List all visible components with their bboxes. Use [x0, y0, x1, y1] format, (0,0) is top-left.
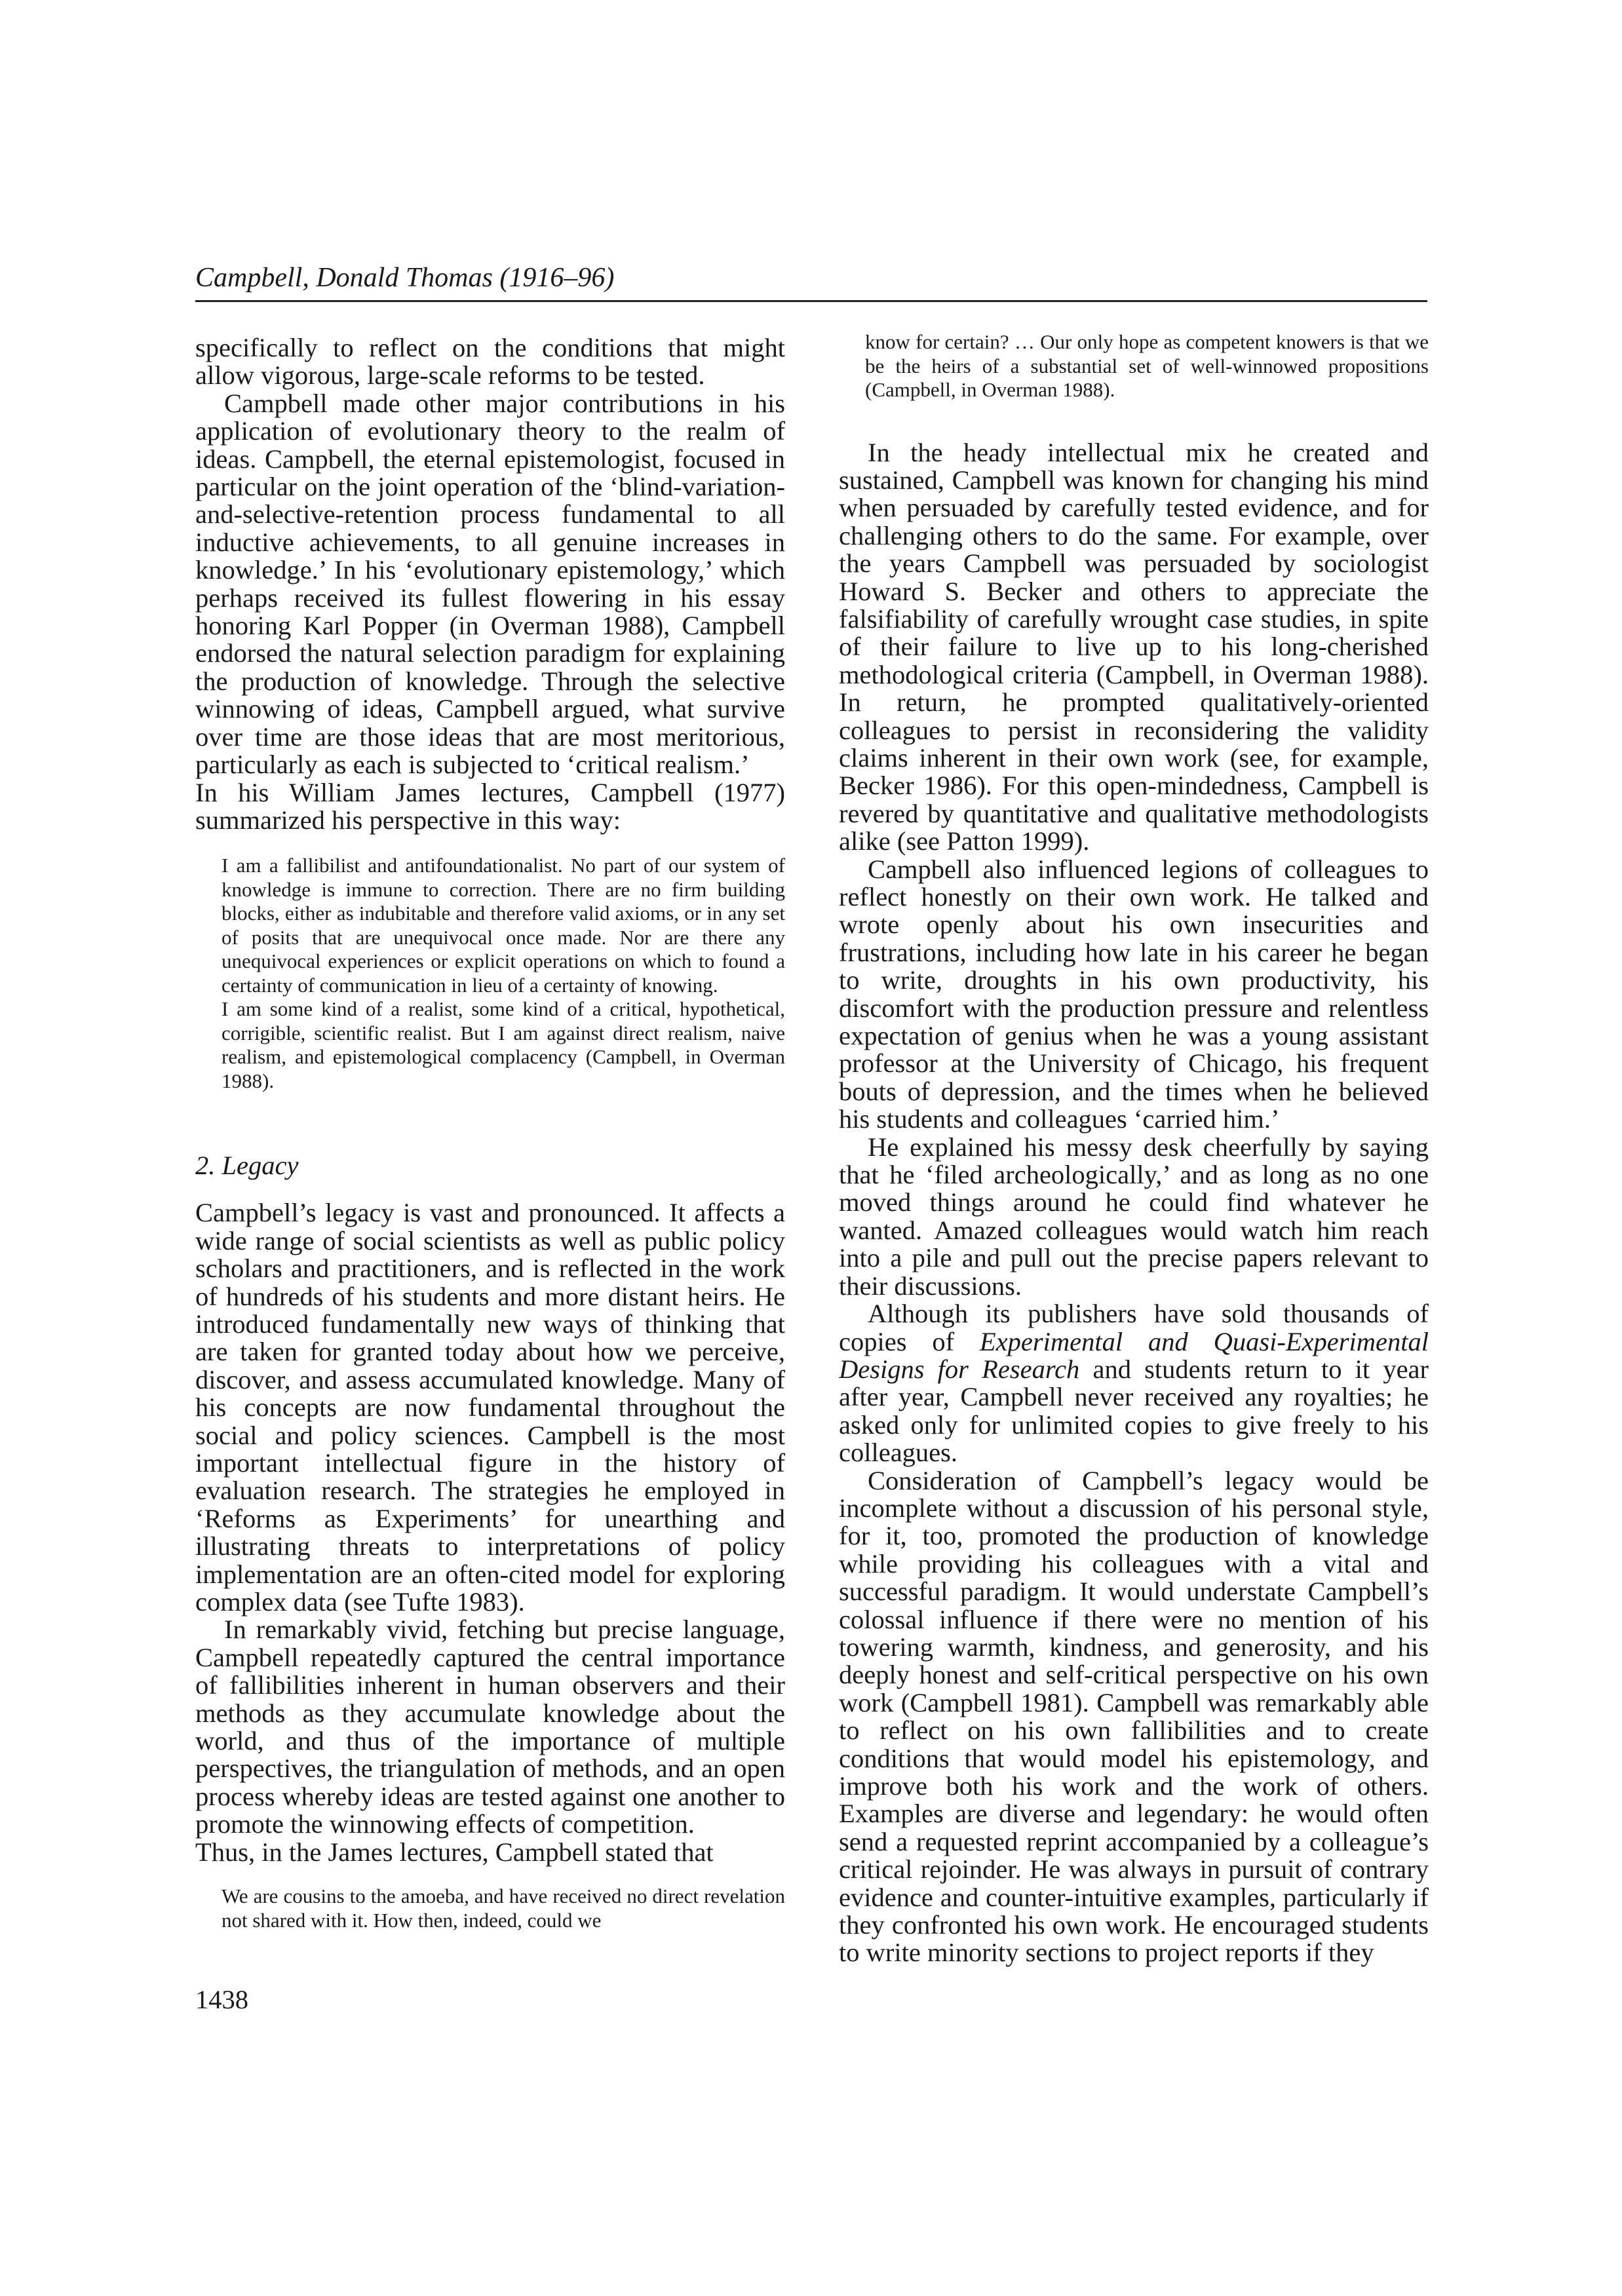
- paragraph: Campbell made other major contributions in his application of evolutionary theory to the realm of ideas. Campbell, the eternal epistemologist, focused in particular on the joint operation of the ‘blind-variation-and-selective-retention process fundamental to all inductive achievements, to all genuine increases in knowledge.’ In his ‘evolutionary epistemology,’ which perhaps received its fullest flowering in his essay honoring Karl Popper (in Overman 1988), Campbell endorsed the natural selection paradigm for explaining the production of knowledge. Through the selective winnowing of ideas, Campbell argued, what survive over time are those ideas that are most meritorious, particularly as each is subjected to ‘critical realism.’: [195, 388, 785, 780]
- header-rule: [195, 300, 1427, 302]
- page-number: 1438: [195, 1985, 248, 2014]
- paragraph: Campbell’s legacy is vast and pronounced. It affects a wide range of social scientists as well as public policy scholars and practitioners, and is reflected in the work of hundreds of his students and more distant heirs. He introduced fundamentally new ways of thinking that are taken for granted today about how we perceive, discover, and assess accumulated knowledge. Many of his concepts are now fundamental throughout the social and policy sciences. Campbell is the most important intellectual figure in the history of evaluation research. The strategies he employed in ‘Reforms as Experiments’ for unearthing and illustrating threats to interpretations of policy implementation are an often-cited model for exploring complex data (see Tufte 1983).: [195, 1198, 785, 1617]
- paragraph: Thus, in the James lectures, Campbell stated that: [195, 1837, 714, 1867]
- section-heading: 2. Legacy: [195, 1151, 299, 1181]
- paragraph: Campbell also influenced legions of colleagues to reflect honestly on their own work. He talked and wrote openly about his own insecurities and frustrations, including how late in his career he began to write, droughts in his own productivity, his discomfort with the production pressure and relentless expectation of genius when he was a young assistant professor at the University of Chicago, his frequent bouts of depression, and the times when he believed his students and colleagues ‘carried him.’: [839, 854, 1429, 1134]
- block-quote: I am some kind of a realist, some kind of a critical, hypothetical, corrigible, scientific realist. But I am against direct realism, naive realism, and epistemological complacency (Campbell, in Overman 1988).: [222, 997, 785, 1092]
- text-run: Although its publishers have sold thousands of copies of: [839, 1299, 1429, 1356]
- left-column: [195, 334, 785, 1932]
- paragraph: In remarkably vivid, fetching but precise language, Campbell repeatedly captured the central importance of fallibilities inherent in human observers and their methods as they accumulate knowledge about the world, and thus of the importance of multiple perspectives, the triangulation of methods, and an open process whereby ideas are tested against one another to promote the winnowing effects of competition.: [195, 1615, 785, 1839]
- book-title: Experimental and Quasi-Experimental Designs for Research: [839, 1326, 1429, 1384]
- paragraph: In the heady intellectual mix he created and sustained, Campbell was known for changing his mind when persuaded by carefully tested evidence, and for challenging others to do the same. For example, over the years Campbell was persuaded by sociologist Howard S. Becker and others to appreciate the falsifiability of carefully wrought case studies, in spite of their failure to live up to his long-cherished methodological criteria (Campbell, in Overman 1988). In return, he prompted qualitatively-oriented colleagues to persist in reconsidering the validity claims inherent in their own work (see, for example, Becker 1986). For this open-mindedness, Campbell is revered by quantitative and qualitative methodologists alike (see Patton 1999).: [839, 437, 1429, 856]
- paragraph: In his William James lectures, Campbell (1977) summarized his perspective in this way:: [195, 777, 785, 835]
- running-header: Campbell, Donald Thomas (1916–96): [195, 263, 615, 293]
- paragraph: Consideration of Campbell’s legacy would be incomplete without a discussion of his personal style, for it, too, promoted the production of knowledge while providing his colleagues with a vital and successful paradigm. It would understate Campbell’s colossal influence if there were no mention of his towering warmth, kindness, and generosity, and his deeply honest and self-critical perspective on his own work (Campbell 1981). Campbell was remarkably able to reflect on his own fallibilities and to create conditions that would model his epistemology, and improve both his work and the work of others. Examples are diverse and legendary: he would often send a requested reprint accompanied by a colleague’s critical rejoinder. He was always in pursuit of contrary evidence and counter-intuitive examples, particularly if they confronted his own work. He encouraged students to write minority sections to project reports if they: [839, 1465, 1429, 1968]
- block-quote: We are cousins to the amoeba, and have received no direct revelation not shared with it. How then, indeed, could we: [222, 1885, 785, 1932]
- paragraph: [839, 1300, 1429, 1466]
- text-run: and students return to it year after year, Campbell never received any royalties; he asked only for unlimited copies to give freely to his colleagues.: [839, 1354, 1429, 1468]
- paragraph: He explained his messy desk cheerfully by saying that he ‘filed archeologically,’ and as long as no one moved things around he could find whatever he wanted. Amazed colleagues would watch him reach into a pile and pull out the precise papers relevant to their discussions.: [839, 1132, 1429, 1301]
- block-quote-continued: know for certain? … Our only hope as competent knowers is that we be the heirs of a substantial set of well-winnowed propositions (Campbell, in Overman 1988).: [865, 330, 1429, 401]
- block-quote: I am a fallibilist and antifoundationalist. No part of our system of knowledge is immune to correction. There are no firm building blocks, either as indubitable and therefore valid axioms, or in any set of posits that are unequivocal once made. Nor are there any unequivocal experiences or explicit operations on which to found a certainty of communication in lieu of a certainty of knowing.: [222, 854, 785, 997]
- right-column: [839, 330, 1429, 1968]
- paragraph: specifically to reflect on the conditions that might allow vigorous, large-scale reforms to be tested.: [195, 333, 785, 391]
